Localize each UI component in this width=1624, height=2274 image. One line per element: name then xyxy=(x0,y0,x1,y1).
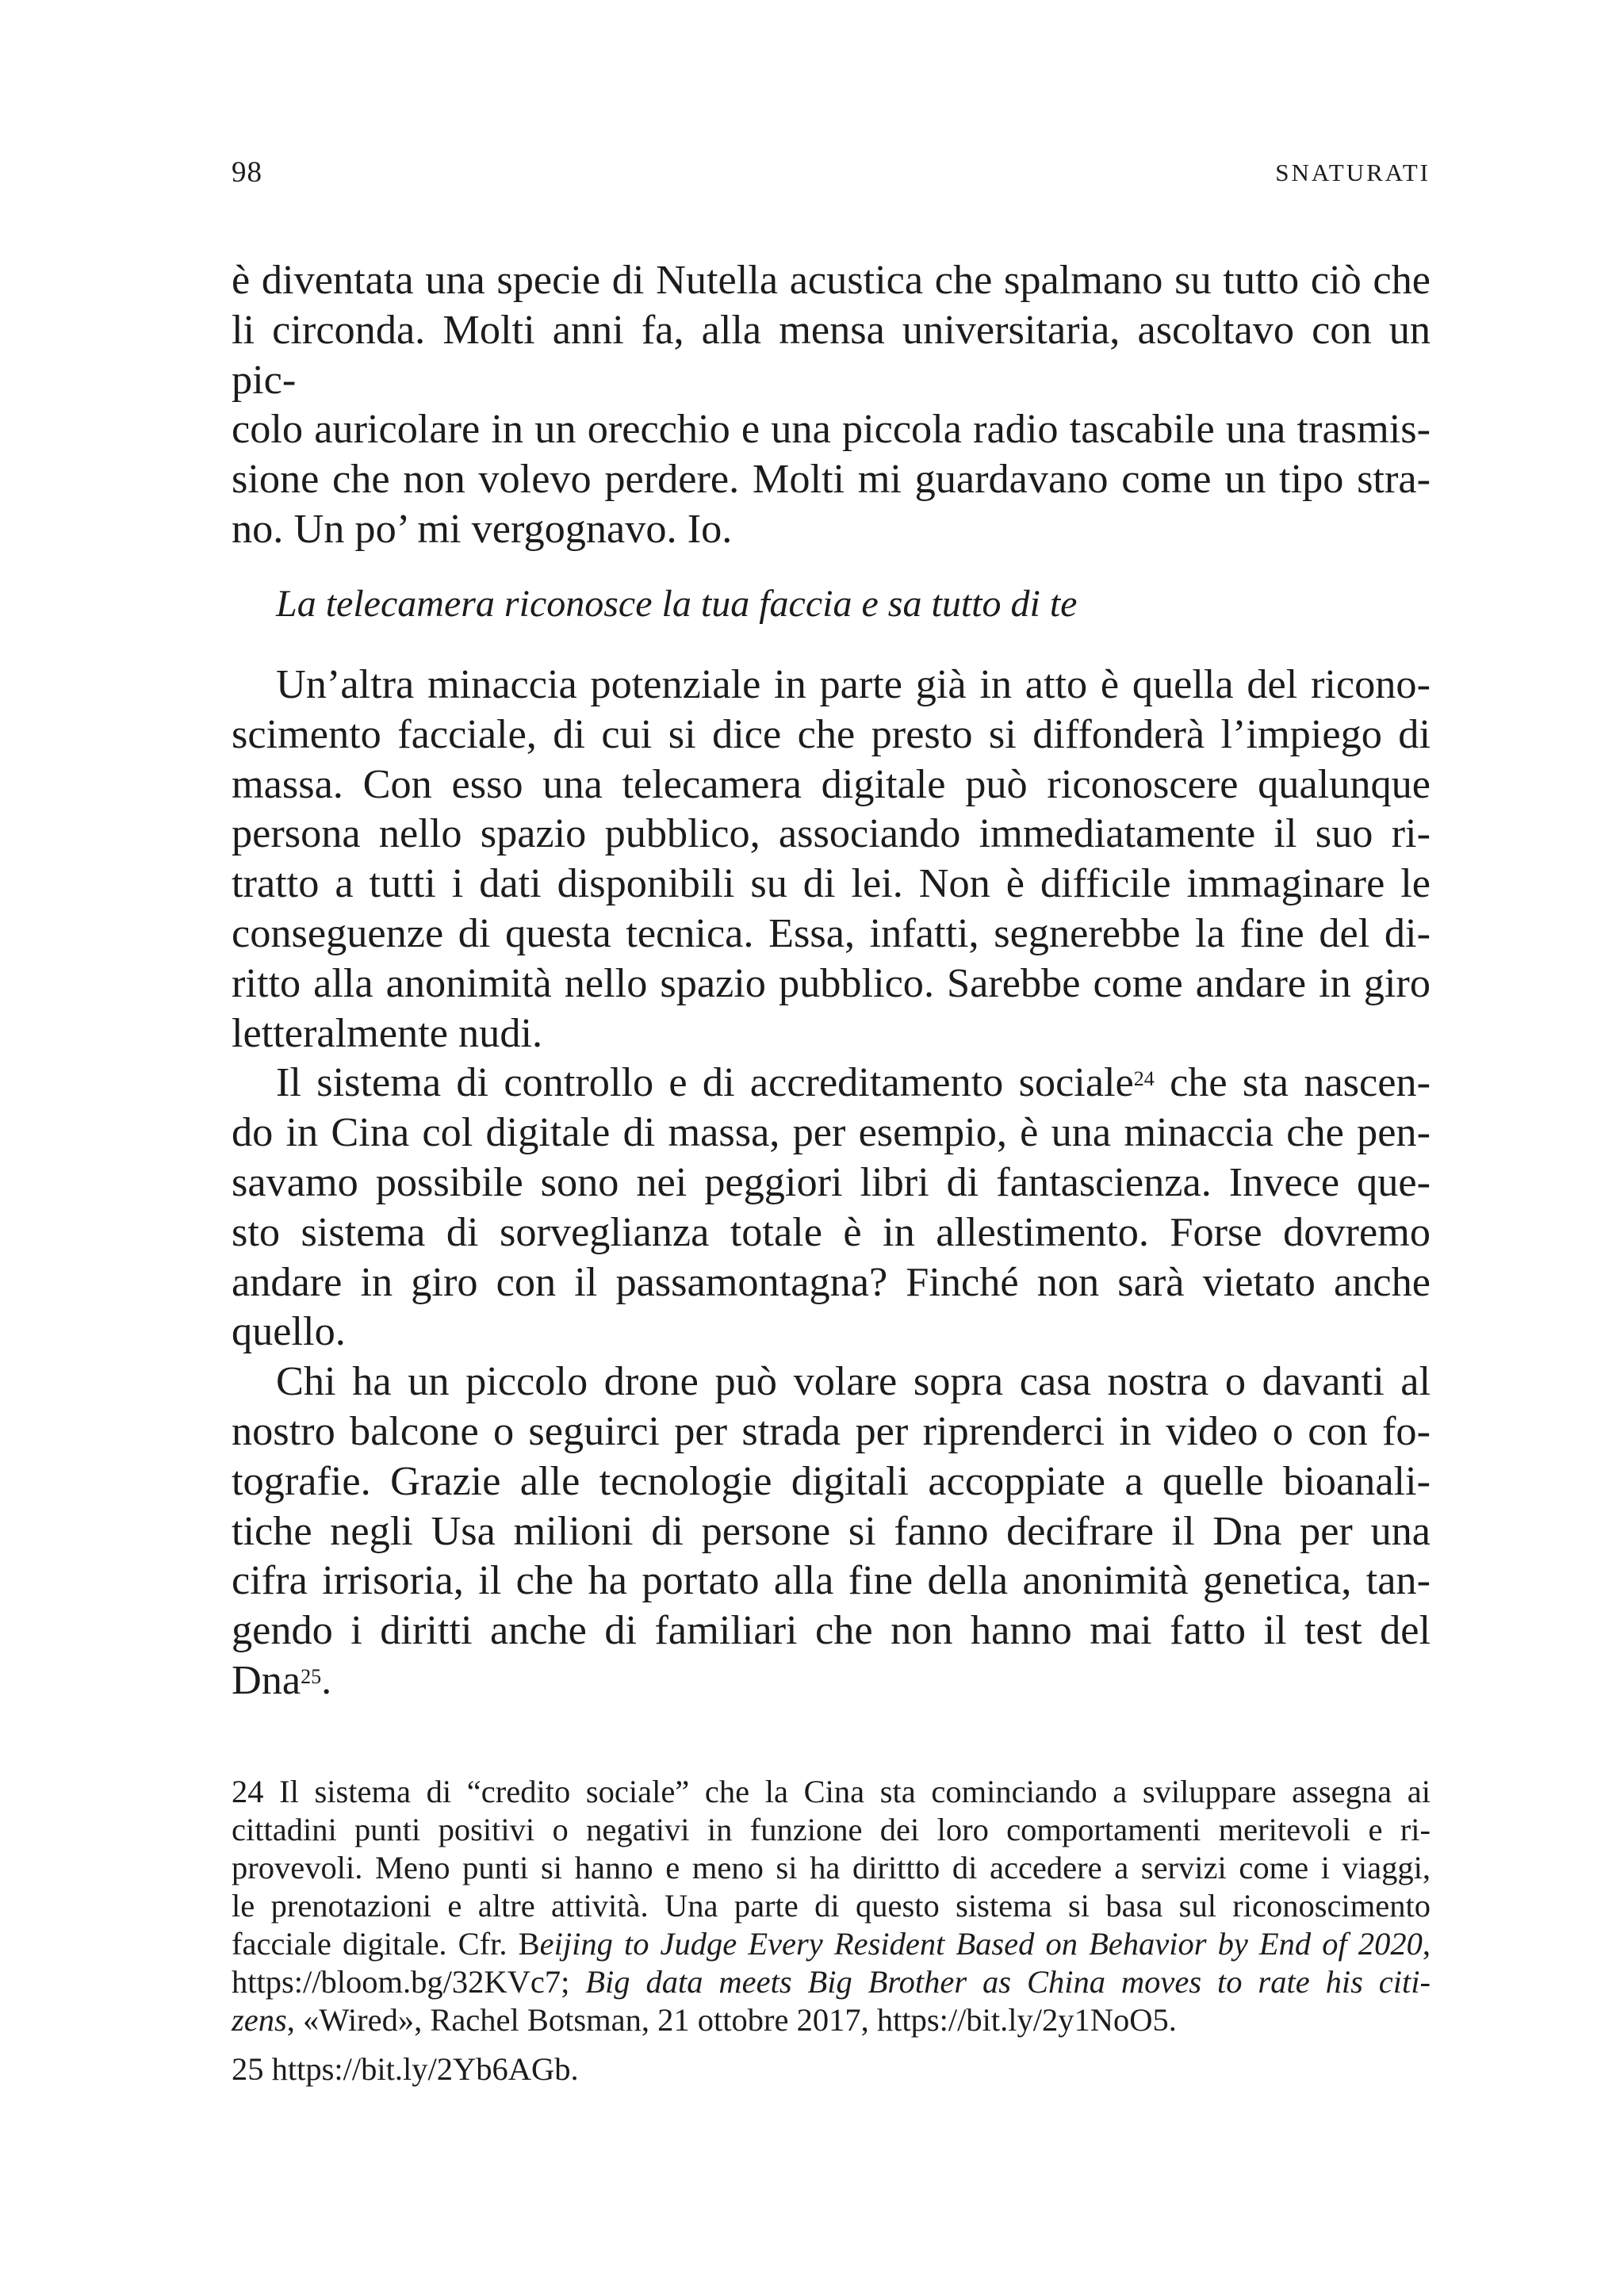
text-line: li circonda. Molti anni fa, alla mensa universitaria, ascoltavo con un pic- xyxy=(232,306,1431,403)
text-line: provevoli. Meno punti si hanno e meno si ha dirittto di accedere a servizi come i viaggi, xyxy=(232,1850,1431,1885)
text-fragment: facciale digitale. Cfr. B xyxy=(232,1926,540,1962)
text-line: persona nello spazio pubblico, associando immediatamente il suo ri- xyxy=(232,810,1431,857)
footnote-ref-25[interactable]: 25 xyxy=(301,1664,322,1688)
running-title: SNATURATI xyxy=(1275,159,1431,186)
text-line: tografie. Grazie alle tecnologie digitali accoppiate a quelle bioanali- xyxy=(232,1457,1431,1504)
text-line xyxy=(232,2001,1431,2039)
citation-title: eijing to Judge Every Resident Based on Behavior by End of 2020 xyxy=(539,1926,1423,1962)
text-line: massa. Con esso una telecamera digitale può riconoscere qualunque xyxy=(232,760,1431,807)
page-header xyxy=(232,155,1431,195)
text-line: cifra irrisoria, il che ha portato alla fine della anonimità genetica, tan- xyxy=(232,1557,1431,1604)
footnotes xyxy=(232,1773,1431,2088)
text-line xyxy=(232,1058,1431,1108)
text-line: Chi ha un piccolo drone può volare sopra casa nostra o davanti al xyxy=(276,1358,1431,1405)
text-line: tiche negli Usa milioni di persone si fanno decifrare il Dna per una xyxy=(232,1507,1431,1554)
text-line: è diventata una specie di Nutella acustica che spalmano su tutto ciò che xyxy=(232,257,1431,303)
text-line: colo auricolare in un orecchio e una piccola radio tascabile una trasmis- xyxy=(232,406,1431,453)
body-paragraph-3 xyxy=(232,1357,1431,1706)
text-line: Un’altra minaccia potenziale in parte già in atto è quella del ricono- xyxy=(276,661,1431,707)
text-line: no. Un po’ mi vergognavo. Io. xyxy=(232,505,733,552)
text-line xyxy=(232,1963,1431,2001)
text-line: quello. xyxy=(232,1308,346,1355)
citation-title: zens xyxy=(232,2002,287,2038)
text-line: le prenotazioni e altre attività. Una parte di questo sistema si basa sul riconoscimento xyxy=(232,1888,1431,1924)
text-fragment: , xyxy=(1422,1926,1431,1962)
intro-paragraph xyxy=(232,255,1431,554)
text-line: andare in giro con il passamontagna? Finché non sarà vietato anche xyxy=(232,1258,1431,1305)
text-line xyxy=(232,1656,1431,1706)
text-fragment: Il sistema di controllo e di accreditamento sociale xyxy=(276,1059,1134,1106)
text-fragment: che sta nascen- xyxy=(1154,1059,1431,1106)
footnote-24 xyxy=(232,1773,1431,2039)
text-line: sione che non volevo perdere. Molti mi guardavano come un tipo stra- xyxy=(232,456,1431,503)
text-line: tratto a tutti i dati disponibili su di lei. Non è difficile immaginare le xyxy=(232,860,1431,907)
citation-link[interactable]: 25 https://bit.ly/2Yb6AGb. xyxy=(232,2051,579,2087)
text-line: ritto alla anonimità nello spazio pubblico. Sarebbe come andare in giro xyxy=(232,959,1431,1006)
body-paragraph-1 xyxy=(232,660,1431,1706)
text-line: nostro balcone o seguirci per strada per riprenderci in video o con fo- xyxy=(232,1407,1431,1454)
citation-title: Big data meets Big Brother as China moves to rate his citi- xyxy=(585,1964,1431,2000)
section-heading: La telecamera riconosce la tua faccia e sa tutto di te xyxy=(276,583,1078,625)
footnote-25 xyxy=(232,2050,1431,2088)
citation-link[interactable]: https://bloom.bg/32KVc7; xyxy=(232,1964,586,2000)
text-line: do in Cina col digitale di massa, per esempio, è una minaccia che pen- xyxy=(232,1109,1431,1156)
text-line: savamo possibile sono nei peggiori libri di fantascienza. Invece que- xyxy=(232,1158,1431,1205)
page-number: 98 xyxy=(232,156,262,189)
text-line: gendo i diritti anche di familiari che non hanno mai fatto il test del xyxy=(232,1607,1431,1654)
text-line: sto sistema di sorveglianza totale è in allestimento. Forse dovremo xyxy=(232,1208,1431,1255)
citation-link[interactable]: , «Wired», Rachel Botsman, 21 ottobre 2017, https://bit.ly/2y1NoO5. xyxy=(286,2002,1177,2038)
footnote-ref-24[interactable]: 24 xyxy=(1133,1067,1155,1091)
text-line: conseguenze di questa tecnica. Essa, infatti, segnerebbe la fine del di- xyxy=(232,909,1431,956)
body-paragraph-2 xyxy=(232,1058,1431,1357)
text-fragment: . xyxy=(321,1656,332,1703)
text-line: cittadini punti positivi o negativi in funzione dei loro comportamenti meritevoli e ri- xyxy=(232,1812,1431,1847)
text-line xyxy=(232,1925,1431,1963)
text-line: letteralmente nudi. xyxy=(232,1009,543,1056)
text-line: 24 Il sistema di “credito sociale” che la Cina sta cominciando a sviluppare assegna ai xyxy=(232,1774,1431,1809)
text-line: scimento facciale, di cui si dice che presto si diffonderà l’impiego di xyxy=(232,710,1431,757)
text-fragment: Dna xyxy=(232,1656,301,1703)
